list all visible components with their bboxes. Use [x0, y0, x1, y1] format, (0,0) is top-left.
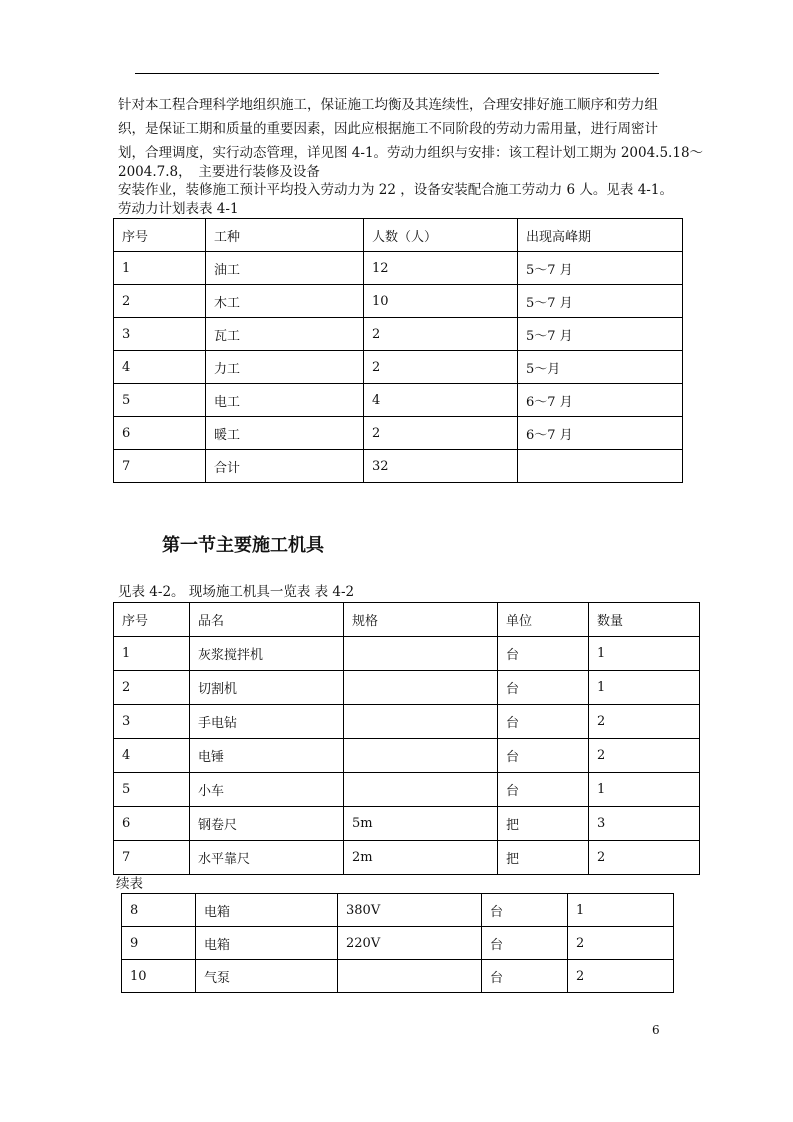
- section-title: 第一节主要施工机具: [162, 535, 324, 556]
- table-cell: 5: [114, 773, 190, 807]
- table-cell: 1: [589, 637, 700, 671]
- table-cell: 5: [114, 384, 206, 417]
- table-cell: 220V: [338, 927, 482, 960]
- table-cell: 7: [114, 450, 206, 483]
- table-cell: 8: [122, 894, 196, 927]
- table-cell: 把: [498, 841, 589, 875]
- table-cell: 6～7 月: [518, 417, 683, 450]
- table-row: [114, 773, 700, 807]
- paragraph-line: 2004.7.8， 主要进行装修及设备: [118, 164, 320, 180]
- table-cell: 4: [114, 351, 206, 384]
- table-cell: 2: [568, 927, 674, 960]
- table-cell: 3: [114, 318, 206, 351]
- table-row: [114, 417, 683, 450]
- table-row: [122, 960, 674, 993]
- continued-label: 续表: [116, 876, 143, 892]
- table-cell: 气泵: [196, 960, 338, 993]
- table-row: [114, 739, 700, 773]
- equipment-table: [113, 602, 700, 875]
- table-cell: 台: [498, 637, 589, 671]
- table-cell: 2: [364, 351, 518, 384]
- table-cell: 电箱: [196, 894, 338, 927]
- table-cell: 切割机: [190, 671, 344, 705]
- table-cell: 6: [114, 807, 190, 841]
- table-cell: 木工: [206, 285, 364, 318]
- table-cell: 台: [498, 739, 589, 773]
- table-row: [114, 450, 683, 483]
- table-cell: 2: [114, 285, 206, 318]
- table-cell: 10: [122, 960, 196, 993]
- table-row: [114, 318, 683, 351]
- table-cell: 台: [482, 927, 568, 960]
- table2-caption: 见表 4-2。 现场施工机具一览表 表 4-2: [118, 584, 355, 600]
- table-cell: 人数（人）: [364, 219, 518, 252]
- table-cell: 台: [482, 960, 568, 993]
- table-cell: 1: [114, 252, 206, 285]
- table-cell: 5～7 月: [518, 318, 683, 351]
- table-cell: 5～7 月: [518, 285, 683, 318]
- table-cell: 2: [589, 841, 700, 875]
- table-cell: 2: [364, 417, 518, 450]
- page-number: 6: [652, 1023, 660, 1037]
- table-cell: 力工: [206, 351, 364, 384]
- table-cell: 3: [114, 705, 190, 739]
- table-cell: 6～7 月: [518, 384, 683, 417]
- header-rule: [135, 73, 659, 74]
- table-cell: 钢卷尺: [190, 807, 344, 841]
- table-cell: 12: [364, 252, 518, 285]
- table-cell: 序号: [114, 219, 206, 252]
- table-cell: 出现高峰期: [518, 219, 683, 252]
- table-row: [114, 285, 683, 318]
- labor-plan-table: [113, 218, 683, 483]
- table-cell: 小车: [190, 773, 344, 807]
- table-cell: 手电钻: [190, 705, 344, 739]
- paragraph-line: 划，合理调度，实行动态管理，详见图 4-1。劳动力组织与安排：该工程计划工期为 2004.5.18～: [118, 145, 704, 161]
- table-cell: 2: [364, 318, 518, 351]
- table-cell: 1: [589, 671, 700, 705]
- table-cell: 4: [364, 384, 518, 417]
- table-cell: [344, 739, 498, 773]
- table-cell: 2: [568, 960, 674, 993]
- table-row: [114, 219, 683, 252]
- table-cell: 把: [498, 807, 589, 841]
- table-row: [114, 252, 683, 285]
- table-cell: 2: [589, 739, 700, 773]
- paragraph-line: 针对本工程合理科学地组织施工，保证施工均衡及其连续性，合理安排好施工顺序和劳力组: [118, 97, 658, 113]
- equipment-table-continued: [121, 893, 674, 993]
- table-cell: 灰浆搅拌机: [190, 637, 344, 671]
- table-cell: [344, 705, 498, 739]
- table-cell: 台: [498, 671, 589, 705]
- table-cell: 2: [589, 705, 700, 739]
- table-row: [114, 705, 700, 739]
- table-row: [114, 807, 700, 841]
- table-cell: [344, 773, 498, 807]
- table-cell: 台: [498, 773, 589, 807]
- table-cell: 5～7 月: [518, 252, 683, 285]
- table-row: [114, 384, 683, 417]
- table-cell: 9: [122, 927, 196, 960]
- table-cell: 4: [114, 739, 190, 773]
- table-cell: 水平靠尺: [190, 841, 344, 875]
- table-cell: 台: [482, 894, 568, 927]
- table-cell: 电工: [206, 384, 364, 417]
- table-cell: 3: [589, 807, 700, 841]
- table-cell: 5～月: [518, 351, 683, 384]
- table-cell: 品名: [190, 603, 344, 637]
- table-row: [114, 603, 700, 637]
- table-row: [114, 351, 683, 384]
- paragraph-line: 织，是保证工期和质量的重要因素，因此应根据施工不同阶段的劳动力需用量，进行周密计: [118, 121, 658, 137]
- table-cell: 2m: [344, 841, 498, 875]
- table-cell: 油工: [206, 252, 364, 285]
- table-row: [122, 894, 674, 927]
- table-cell: 7: [114, 841, 190, 875]
- table-cell: 1: [568, 894, 674, 927]
- table-cell: 合计: [206, 450, 364, 483]
- table-cell: 规格: [344, 603, 498, 637]
- table1-caption: 劳动力计划表表 4-1: [118, 201, 239, 217]
- table-cell: 工种: [206, 219, 364, 252]
- table-cell: 台: [498, 705, 589, 739]
- table-cell: 380V: [338, 894, 482, 927]
- table-cell: [338, 960, 482, 993]
- table-cell: [518, 450, 683, 483]
- table-row: [114, 637, 700, 671]
- table-cell: 6: [114, 417, 206, 450]
- table-row: [114, 841, 700, 875]
- table-cell: 序号: [114, 603, 190, 637]
- table-cell: 电锤: [190, 739, 344, 773]
- table-cell: [344, 637, 498, 671]
- table-cell: 5m: [344, 807, 498, 841]
- table-row: [122, 927, 674, 960]
- table-cell: 10: [364, 285, 518, 318]
- table-cell: 32: [364, 450, 518, 483]
- table-cell: [344, 671, 498, 705]
- table-cell: 暖工: [206, 417, 364, 450]
- table-cell: 单位: [498, 603, 589, 637]
- paragraph-line: 安装作业，装修施工预计平均投入劳动力为 22 ，设备安装配合施工劳动力 6 人。见表 4-1。: [118, 182, 673, 198]
- table-cell: 电箱: [196, 927, 338, 960]
- table-cell: 1: [114, 637, 190, 671]
- table-row: [114, 671, 700, 705]
- table-cell: 1: [589, 773, 700, 807]
- table-cell: 2: [114, 671, 190, 705]
- table-cell: 数量: [589, 603, 700, 637]
- table-cell: 瓦工: [206, 318, 364, 351]
